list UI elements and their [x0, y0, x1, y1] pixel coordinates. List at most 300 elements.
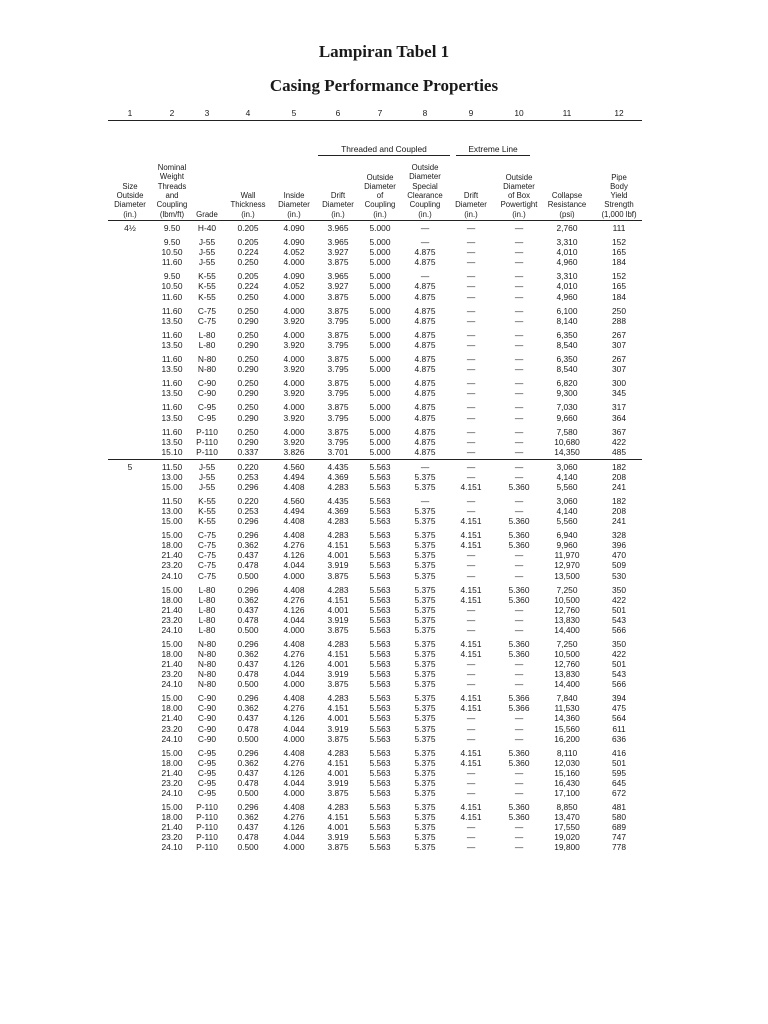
table-cell: — [514, 822, 524, 833]
column-header-line: Weight [159, 172, 185, 182]
table-cell: 0.250 [237, 257, 259, 268]
table-cell: 6,350 [556, 354, 578, 365]
table-cell: — [514, 550, 524, 561]
table-cell: 470 [612, 550, 626, 561]
table-cell: 18.00 [161, 649, 183, 660]
table-cell: C-90 [197, 378, 217, 389]
table-cell: — [466, 767, 476, 778]
table-cell: 5,560 [556, 516, 578, 527]
size-outside-diameter: 4½ [124, 223, 136, 233]
table-cell: 566 [612, 679, 626, 690]
column-header-line: (in.) [373, 209, 387, 219]
table-cell: 4,960 [556, 291, 578, 302]
table-cell: 5.360 [508, 516, 530, 527]
table-cell: 5.360 [508, 530, 530, 541]
table-cell: 5.000 [369, 378, 391, 389]
table-cell: 5.360 [508, 639, 530, 649]
table-cell: 4.875 [414, 426, 436, 437]
column-header-line: Threads [157, 181, 187, 191]
table-cell: 4.151 [460, 540, 482, 551]
table-cell: 10.50 [161, 281, 183, 292]
table-cell: 5,560 [556, 481, 578, 492]
table-cell: — [466, 402, 476, 413]
table-cell: 3.919 [327, 723, 349, 734]
table-cell: 3.920 [283, 315, 305, 326]
table-row [108, 257, 642, 267]
table-cell: 23.20 [161, 614, 183, 625]
table-row [108, 822, 642, 832]
table-row [108, 768, 642, 778]
table-cell: 5.360 [508, 594, 530, 605]
column-header-line: Thickness [230, 200, 266, 210]
table-cell: — [420, 223, 430, 233]
table-cell: L-80 [198, 604, 216, 615]
table-cell: 4.126 [283, 550, 305, 561]
table-cell: 4.000 [283, 329, 305, 340]
table-cell: 4.875 [414, 305, 436, 316]
table-cell: 9.50 [163, 237, 181, 248]
table-cell: — [514, 378, 524, 389]
table-cell: — [466, 550, 476, 561]
table-row [108, 724, 642, 734]
table-cell: C-95 [197, 402, 217, 413]
table-cell: — [514, 461, 524, 472]
table-cell: 4.001 [327, 550, 349, 561]
table-cell: 0.290 [237, 364, 259, 375]
table-cell: 0.362 [237, 594, 259, 605]
table-cell: — [514, 271, 524, 282]
table-cell: — [514, 723, 524, 734]
column-header-line: Diameter [455, 200, 487, 210]
table-cell: 0.296 [237, 693, 259, 704]
table-cell: 21.40 [161, 550, 183, 561]
table-cell: 4.875 [414, 412, 436, 423]
table-row [108, 585, 642, 595]
table-cell: 307 [612, 364, 626, 375]
table-cell: 689 [612, 822, 626, 833]
table-cell: L-80 [198, 584, 216, 595]
column-header-line: Outside [411, 163, 439, 173]
table-row [108, 496, 642, 506]
table-cell: C-75 [197, 560, 217, 571]
table-cell: 350 [612, 639, 626, 649]
table-cell: — [466, 315, 476, 326]
table-cell: — [466, 787, 476, 798]
group-underline-extreme [456, 155, 530, 156]
column-header [539, 191, 595, 219]
table-cell: 4.276 [283, 757, 305, 768]
page-title: Lampiran Tabel 1 [318, 42, 450, 61]
table-cell: 5.375 [414, 693, 436, 704]
table-cell: 4.283 [327, 481, 349, 492]
table-cell: 4.875 [414, 446, 436, 457]
table-cell: 13.50 [161, 436, 183, 447]
column-header-line: Pipe [611, 172, 627, 182]
table-cell: 7,250 [556, 584, 578, 595]
table-cell: 7,840 [556, 693, 578, 704]
table-cell: 5.563 [369, 560, 391, 571]
table-cell: 19,800 [554, 842, 580, 853]
table-cell: 4.283 [327, 584, 349, 595]
table-cell: 12,970 [554, 560, 580, 571]
table-cell: 12,030 [554, 757, 580, 768]
table-cell: 0.500 [237, 570, 259, 581]
table-cell: 0.253 [237, 506, 259, 517]
table-cell: 13.00 [161, 471, 183, 482]
table-cell: 0.437 [237, 550, 259, 561]
table-row [108, 340, 642, 350]
table-cell: 4.001 [327, 822, 349, 833]
table-cell: J-55 [198, 481, 216, 492]
table-cell: 5.000 [369, 257, 391, 268]
column-number: 10 [514, 108, 524, 118]
table-row [108, 472, 642, 482]
table-cell: 3.965 [327, 271, 349, 282]
table-cell: 0.362 [237, 812, 259, 823]
table-cell: 5.563 [369, 461, 391, 472]
table-row [108, 378, 642, 388]
table-cell: 5.375 [414, 506, 436, 517]
column-number: 4 [245, 108, 251, 118]
table-cell: — [420, 237, 430, 248]
column-header-line: Coupling [364, 200, 396, 210]
table-cell: 5.563 [369, 540, 391, 551]
table-cell: 5.375 [414, 481, 436, 492]
table-cell: 24.10 [161, 842, 183, 853]
table-cell: 4.000 [283, 426, 305, 437]
table-cell: 13.50 [161, 412, 183, 423]
table-cell: 11.60 [161, 426, 183, 437]
table-cell: 350 [612, 584, 626, 595]
table-cell: 4.000 [283, 733, 305, 744]
table-cell: 0.290 [237, 436, 259, 447]
table-cell: 4.435 [327, 461, 349, 472]
table-cell: 0.290 [237, 388, 259, 399]
table-cell: — [466, 446, 476, 457]
table-cell: 4.283 [327, 802, 349, 813]
table-cell: 4.151 [460, 584, 482, 595]
table-cell: 3.795 [327, 364, 349, 375]
table-cell: 5.563 [369, 703, 391, 714]
table-cell: L-80 [198, 594, 216, 605]
table-row [108, 812, 642, 822]
table-cell: 778 [612, 842, 626, 853]
table-cell: 3.875 [327, 291, 349, 302]
table-cell: — [514, 614, 524, 625]
table-cell: 636 [612, 733, 626, 744]
table-cell: C-75 [197, 570, 217, 581]
table-cell: — [514, 446, 524, 457]
table-cell: 14,350 [554, 446, 580, 457]
table-cell: — [466, 679, 476, 690]
table-cell: — [466, 471, 476, 482]
table-cell: 4.044 [283, 614, 305, 625]
table-cell: 4.126 [283, 767, 305, 778]
column-number: 9 [468, 108, 474, 118]
table-cell: 4.000 [283, 354, 305, 365]
table-cell: 0.250 [237, 354, 259, 365]
table-row [108, 679, 642, 689]
table-cell: 0.205 [237, 237, 259, 248]
table-cell: — [466, 733, 476, 744]
table-cell: 4.000 [283, 679, 305, 690]
table-cell: 0.253 [237, 471, 259, 482]
table-cell: 4.000 [283, 570, 305, 581]
table-cell: 288 [612, 315, 626, 326]
table-cell: 4.875 [414, 402, 436, 413]
table-cell: K-55 [198, 516, 216, 527]
table-cell: 24.10 [161, 570, 183, 581]
table-cell: 4.000 [283, 305, 305, 316]
table-cell: 4.000 [283, 257, 305, 268]
table-cell: C-90 [197, 693, 217, 704]
table-cell: 0.250 [237, 426, 259, 437]
table-cell: 5.000 [369, 364, 391, 375]
table-cell: — [466, 496, 476, 507]
table-cell: 5.563 [369, 822, 391, 833]
table-cell: 4.408 [283, 639, 305, 649]
table-cell: K-55 [198, 506, 216, 517]
table-row [108, 447, 642, 457]
table-cell: 0.296 [237, 584, 259, 595]
table-row [108, 669, 642, 679]
table-cell: 4.044 [283, 777, 305, 788]
group-header-extreme: Extreme Line [468, 144, 518, 154]
table-row [108, 316, 642, 326]
table-cell: 5.375 [414, 802, 436, 813]
table-cell: 18.00 [161, 812, 183, 823]
column-number: 3 [204, 108, 210, 118]
top-rule [108, 120, 642, 121]
table-cell: 5.360 [508, 812, 530, 823]
table-cell: 3.927 [327, 281, 349, 292]
table-cell: 5.375 [414, 584, 436, 595]
table-cell: 24.10 [161, 787, 183, 798]
column-header-line: Size [122, 181, 138, 191]
table-cell: 4.126 [283, 822, 305, 833]
table-cell: 564 [612, 713, 626, 724]
table-cell: 4.052 [283, 281, 305, 292]
table-cell: 0.250 [237, 291, 259, 302]
table-cell: 5.375 [414, 669, 436, 680]
group-underline-threaded [318, 155, 450, 156]
table-cell: 4.408 [283, 516, 305, 527]
table-cell: J-55 [198, 471, 216, 482]
table-cell: 10,500 [554, 594, 580, 605]
table-cell: 3.920 [283, 412, 305, 423]
table-cell: 5.375 [414, 822, 436, 833]
table-cell: 4.126 [283, 713, 305, 724]
table-row [108, 734, 642, 744]
table-cell: 4.151 [460, 757, 482, 768]
table-cell: 11.60 [161, 402, 183, 413]
table-cell: 3.965 [327, 223, 349, 233]
table-cell: 24.10 [161, 733, 183, 744]
table-cell: 13,470 [554, 812, 580, 823]
table-cell: 5.360 [508, 584, 530, 595]
table-cell: 0.362 [237, 703, 259, 714]
table-cell: 11,970 [554, 550, 580, 561]
table-cell: — [466, 560, 476, 571]
table-cell: 18.00 [161, 540, 183, 551]
table-cell: 152 [612, 271, 626, 282]
table-row [108, 693, 642, 703]
table-cell: 4.408 [283, 584, 305, 595]
table-cell: 501 [612, 604, 626, 615]
table-cell: 4.875 [414, 364, 436, 375]
table-cell: — [466, 659, 476, 670]
table-cell: 9,960 [556, 540, 578, 551]
table-cell: 3.875 [327, 426, 349, 437]
table-cell: 5.000 [369, 354, 391, 365]
column-header-line: Diameter [364, 181, 396, 191]
table-cell: 5.366 [508, 693, 530, 704]
table-cell: 0.224 [237, 247, 259, 258]
table-row [108, 364, 642, 374]
table-cell: 4.408 [283, 802, 305, 813]
table-row [108, 427, 642, 437]
table-cell: 267 [612, 329, 626, 340]
table-cell: 152 [612, 237, 626, 248]
table-cell: 5.563 [369, 842, 391, 853]
table-cell: C-90 [197, 388, 217, 399]
page-subtitle: Casing Performance Properties [269, 76, 499, 95]
table-cell: 4.151 [460, 530, 482, 541]
table-cell: 15,560 [554, 723, 580, 734]
table-cell: 241 [612, 481, 626, 492]
table-cell: 3.920 [283, 339, 305, 350]
table-cell: 4.408 [283, 747, 305, 758]
table-cell: 4.408 [283, 693, 305, 704]
table-cell: 5.375 [414, 649, 436, 660]
table-row [108, 462, 642, 472]
table-cell: 3.875 [327, 842, 349, 853]
table-cell: 0.362 [237, 540, 259, 551]
table-cell: 24.10 [161, 624, 183, 635]
table-cell: 4.875 [414, 257, 436, 268]
table-cell: 4.000 [283, 842, 305, 853]
table-row [108, 413, 642, 423]
table-cell: 11.60 [161, 329, 183, 340]
table-row [108, 639, 642, 649]
column-header-line: (in.) [464, 209, 478, 219]
table-cell: 3.701 [327, 446, 349, 457]
table-cell: 3.875 [327, 624, 349, 635]
table-cell: 15,160 [554, 767, 580, 778]
column-header [595, 173, 643, 219]
column-header-line: Strength [604, 200, 634, 210]
table-cell: 4,960 [556, 257, 578, 268]
table-cell: 0.437 [237, 659, 259, 670]
table-cell: 5.563 [369, 481, 391, 492]
table-cell: 5.375 [414, 624, 436, 635]
table-cell: — [466, 281, 476, 292]
table-cell: 5.563 [369, 733, 391, 744]
table-row [108, 842, 642, 852]
table-cell: — [514, 733, 524, 744]
table-cell: — [514, 659, 524, 670]
table-cell: C-95 [197, 767, 217, 778]
table-row [108, 703, 642, 713]
table-cell: — [420, 496, 430, 507]
table-cell: 3.795 [327, 388, 349, 399]
table-cell: C-75 [197, 305, 217, 316]
table-cell: 5.563 [369, 802, 391, 813]
table-cell: 3.875 [327, 257, 349, 268]
table-row [108, 659, 642, 669]
table-cell: 530 [612, 570, 626, 581]
table-cell: 11.60 [161, 378, 183, 389]
table-cell: 17,100 [554, 787, 580, 798]
table-cell: — [514, 305, 524, 316]
table-cell: 5.563 [369, 693, 391, 704]
table-cell: 3.875 [327, 570, 349, 581]
table-cell: K-55 [198, 271, 216, 282]
table-cell: 4.276 [283, 594, 305, 605]
table-cell: 4.151 [327, 594, 349, 605]
table-cell: 4.052 [283, 247, 305, 258]
column-header-line: Diameter [322, 200, 354, 210]
table-cell: 0.296 [237, 639, 259, 649]
table-cell: — [466, 713, 476, 724]
table-cell: 4.875 [414, 436, 436, 447]
column-header-line: Nominal [157, 163, 187, 173]
table-cell: 4.151 [460, 481, 482, 492]
table-cell: 5.375 [414, 604, 436, 615]
column-number: 7 [377, 108, 383, 118]
table-cell: 4.435 [327, 496, 349, 507]
table-cell: 4.369 [327, 506, 349, 517]
table-cell: 4.090 [283, 271, 305, 282]
table-row [108, 482, 642, 492]
table-cell: 4.000 [283, 291, 305, 302]
table-cell: 5.000 [369, 291, 391, 302]
table-cell: — [466, 604, 476, 615]
table-cell: 3,310 [556, 271, 578, 282]
table-cell: 4.151 [327, 757, 349, 768]
table-cell: — [466, 506, 476, 517]
table-row [108, 713, 642, 723]
table-cell: 13.50 [161, 364, 183, 375]
table-cell: 4.283 [327, 639, 349, 649]
table-cell: 5.375 [414, 530, 436, 541]
table-cell: — [466, 723, 476, 734]
table-cell: 4.044 [283, 560, 305, 571]
table-cell: 7,030 [556, 402, 578, 413]
table-cell: 5.000 [369, 271, 391, 282]
table-cell: 0.290 [237, 315, 259, 326]
table-cell: 6,820 [556, 378, 578, 389]
table-cell: 5.563 [369, 659, 391, 670]
table-cell: 0.224 [237, 281, 259, 292]
column-header-line: Body [610, 181, 628, 191]
table-cell: C-95 [197, 412, 217, 423]
column-number: 12 [614, 108, 624, 118]
table-cell: 645 [612, 777, 626, 788]
table-cell: — [514, 787, 524, 798]
table-cell: 3,060 [556, 461, 578, 472]
table-row [108, 506, 642, 516]
column-header-line: (in.) [287, 209, 301, 219]
table-cell: 4.151 [327, 649, 349, 660]
table-cell: 4.151 [460, 703, 482, 714]
table-cell: 4,010 [556, 281, 578, 292]
table-cell: 241 [612, 516, 626, 527]
table-cell: — [466, 388, 476, 399]
table-cell: 15.00 [161, 802, 183, 813]
table-row [108, 649, 642, 659]
table-cell: 4.151 [327, 812, 349, 823]
